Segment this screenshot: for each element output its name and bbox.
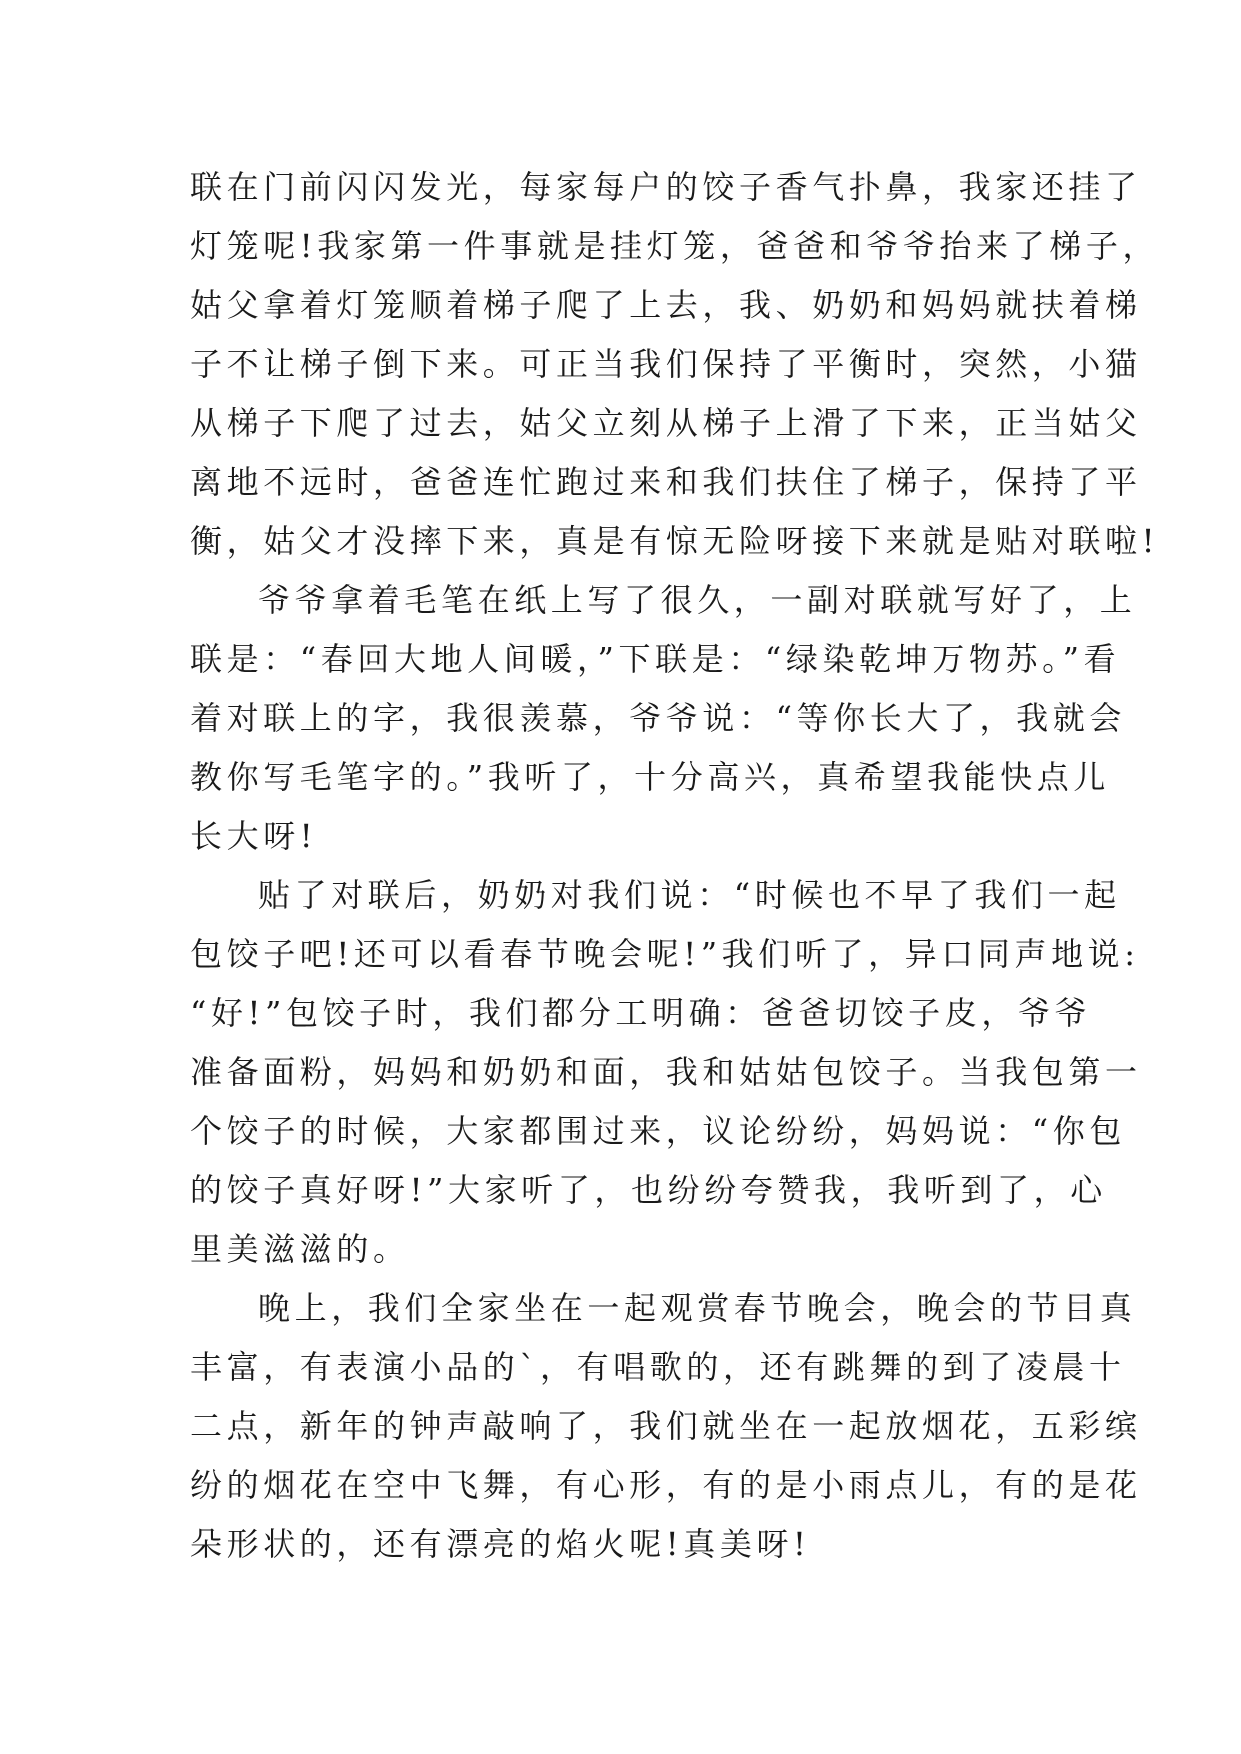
text-line: 二点，新年的钟声敲响了，我们就坐在一起放烟花，五彩缤	[190, 1407, 1142, 1445]
text-line: 爷爷拿着毛笔在纸上写了很久，一副对联就写好了，上	[258, 581, 1137, 619]
text-line: 纷的烟花在空中飞舞，有心形，有的是小雨点儿，有的是花	[190, 1466, 1142, 1504]
paragraph-3	[190, 866, 1142, 1279]
text-line: 离地不远时，爸爸连忙跑过来和我们扶住了梯子，保持了平	[190, 463, 1142, 501]
text-line: 联在门前闪闪发光，每家每户的饺子香气扑鼻，我家还挂了	[190, 168, 1142, 206]
text-line: 里美滋滋的。	[190, 1230, 410, 1268]
text-line: 从梯子下爬了过去，姑父立刻从梯子上滑了下来，正当姑父	[190, 404, 1142, 442]
text-line: 子不让梯子倒下来。可正当我们保持了平衡时，突然，小猫	[190, 345, 1142, 383]
text-line: “好!”包饺子时，我们都分工明确：爸爸切饺子皮，爷爷	[190, 994, 1092, 1032]
text-line: 朵形状的，还有漂亮的焰火呢!真美呀!	[190, 1525, 811, 1563]
essay-body	[190, 158, 1160, 1574]
text-line: 包饺子吧!还可以看春节晚会呢!”我们听了，异口同声地说:	[190, 935, 1140, 973]
text-line: 个饺子的时候，大家都围过来，议论纷纷，妈妈说：“你包	[190, 1112, 1126, 1150]
text-line: 长大呀!	[190, 817, 318, 855]
paragraph-4	[190, 1279, 1142, 1574]
text-line: 教你写毛笔字的。”我听了，十分高兴，真希望我能快点儿	[190, 758, 1110, 796]
text-line: 联是：“春回大地人间暖，”下联是：“绿染乾坤万物苏。”看	[190, 640, 1121, 678]
paragraph-1	[190, 158, 1160, 571]
text-line: 着对联上的字，我很羡慕，爷爷说：“等你长大了，我就会	[190, 699, 1126, 737]
text-line: 衡，姑父才没摔下来，真是有惊无险呀接下来就是贴对联啦!	[190, 522, 1160, 560]
text-line: 灯笼呢!我家第一件事就是挂灯笼，爸爸和爷爷抬来了梯子，	[190, 227, 1160, 265]
text-line: 准备面粉，妈妈和奶奶和面，我和姑姑包饺子。当我包第一	[190, 1053, 1142, 1091]
text-line: 丰富，有表演小品的`，有唱歌的，还有跳舞的到了凌晨十	[190, 1348, 1126, 1386]
text-line: 姑父拿着灯笼顺着梯子爬了上去，我、奶奶和妈妈就扶着梯	[190, 286, 1142, 324]
text-line: 贴了对联后，奶奶对我们说：“时候也不早了我们一起	[258, 876, 1121, 914]
text-line: 晚上，我们全家坐在一起观赏春节晚会，晚会的节目真	[258, 1289, 1137, 1327]
paragraph-2	[190, 571, 1137, 866]
text-line: 的饺子真好呀!”大家听了，也纷纷夸赞我，我听到了，心	[190, 1171, 1107, 1209]
